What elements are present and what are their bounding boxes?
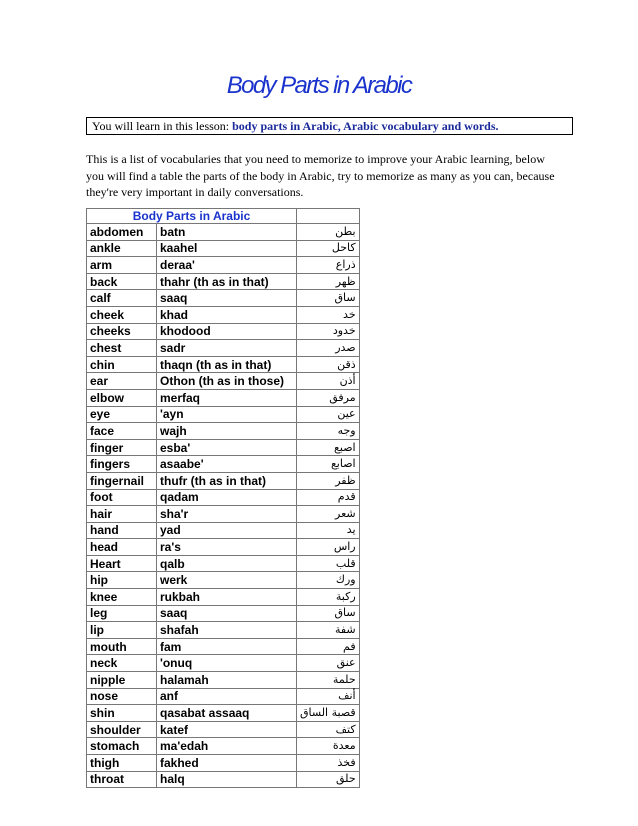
lesson-intro-box: [86, 117, 573, 135]
lesson-intro-label: You will learn in this lesson:: [92, 119, 233, 133]
english-word: nipple: [87, 672, 157, 689]
transliteration: ra's: [157, 539, 297, 556]
arabic-word: اصابع: [297, 456, 360, 473]
transliteration: Othon (th as in those): [157, 373, 297, 390]
arabic-word: أنف: [297, 688, 360, 705]
english-word: elbow: [87, 389, 157, 406]
transliteration: khodood: [157, 323, 297, 340]
arabic-word: ركبة: [297, 589, 360, 606]
vocabulary-body: [87, 224, 360, 788]
table-row: [87, 224, 360, 241]
transliteration: thaqn (th as in that): [157, 356, 297, 373]
vocabulary-table: [86, 208, 360, 788]
table-row: [87, 306, 360, 323]
arabic-word: بطن: [297, 224, 360, 241]
english-word: arm: [87, 257, 157, 274]
transliteration: halamah: [157, 672, 297, 689]
table-row: [87, 638, 360, 655]
english-word: face: [87, 423, 157, 440]
arabic-word: عنق: [297, 655, 360, 672]
table-row: [87, 389, 360, 406]
transliteration: qadam: [157, 489, 297, 506]
arabic-word: فم: [297, 638, 360, 655]
table-row: [87, 688, 360, 705]
transliteration: fam: [157, 638, 297, 655]
table-row: [87, 240, 360, 257]
english-word: stomach: [87, 738, 157, 755]
arabic-word: معدة: [297, 738, 360, 755]
transliteration: halq: [157, 771, 297, 788]
arabic-word: حلمة: [297, 672, 360, 689]
table-row: [87, 755, 360, 772]
table-row: [87, 655, 360, 672]
transliteration: saaq: [157, 290, 297, 307]
table-row: [87, 705, 360, 722]
table-row: [87, 273, 360, 290]
intro-paragraph: This is a list of vocabularies that you need to memorize to improve your Arabic learning, below you will find a table the parts of the body in Arabic, try to memorize as many as you can, because they're very important in daily conversations.: [86, 152, 555, 199]
arabic-word: أذن: [297, 373, 360, 390]
english-word: ear: [87, 373, 157, 390]
table-row: [87, 738, 360, 755]
transliteration: ma'edah: [157, 738, 297, 755]
english-word: hip: [87, 572, 157, 589]
transliteration: rukbah: [157, 589, 297, 606]
english-word: chest: [87, 340, 157, 357]
arabic-word: قدم: [297, 489, 360, 506]
transliteration: merfaq: [157, 389, 297, 406]
english-word: knee: [87, 589, 157, 606]
table-row: [87, 489, 360, 506]
english-word: ankle: [87, 240, 157, 257]
arabic-word: ورك: [297, 572, 360, 589]
arabic-word: قلب: [297, 555, 360, 572]
transliteration: saaq: [157, 605, 297, 622]
table-row: [87, 721, 360, 738]
arabic-word: قصبة الساق: [297, 705, 360, 722]
arabic-word: حلق: [297, 771, 360, 788]
table-row: [87, 506, 360, 523]
english-word: neck: [87, 655, 157, 672]
transliteration: 'ayn: [157, 406, 297, 423]
arabic-word: ساق: [297, 605, 360, 622]
transliteration: werk: [157, 572, 297, 589]
table-header-blank: [297, 209, 360, 224]
arabic-word: كتف: [297, 721, 360, 738]
english-word: foot: [87, 489, 157, 506]
arabic-word: راس: [297, 539, 360, 556]
table-row: [87, 589, 360, 606]
arabic-word: عين: [297, 406, 360, 423]
table-row: [87, 539, 360, 556]
lesson-intro-topic: body parts in Arabic, Arabic vocabulary and words.: [232, 119, 499, 133]
transliteration: sadr: [157, 340, 297, 357]
arabic-word: مرفق: [297, 389, 360, 406]
english-word: shoulder: [87, 721, 157, 738]
transliteration: deraa': [157, 257, 297, 274]
table-row: [87, 373, 360, 390]
transliteration: khad: [157, 306, 297, 323]
table-row: [87, 456, 360, 473]
arabic-word: ظفر: [297, 472, 360, 489]
english-word: abdomen: [87, 224, 157, 241]
table-row: [87, 622, 360, 639]
english-word: eye: [87, 406, 157, 423]
table-row: [87, 555, 360, 572]
arabic-word: اصبع: [297, 439, 360, 456]
table-row: [87, 672, 360, 689]
table-row: [87, 406, 360, 423]
english-word: head: [87, 539, 157, 556]
arabic-word: ذقن: [297, 356, 360, 373]
arabic-word: شعر: [297, 506, 360, 523]
arabic-word: ظهر: [297, 273, 360, 290]
english-word: fingernail: [87, 472, 157, 489]
arabic-word: ساق: [297, 290, 360, 307]
transliteration: kaahel: [157, 240, 297, 257]
table-row: [87, 572, 360, 589]
transliteration: batn: [157, 224, 297, 241]
english-word: calf: [87, 290, 157, 307]
transliteration: yad: [157, 522, 297, 539]
table-row: [87, 356, 360, 373]
arabic-word: خدود: [297, 323, 360, 340]
transliteration: 'onuq: [157, 655, 297, 672]
table-row: [87, 439, 360, 456]
arabic-word: يد: [297, 522, 360, 539]
transliteration: sha'r: [157, 506, 297, 523]
english-word: Heart: [87, 555, 157, 572]
table-row: [87, 340, 360, 357]
arabic-word: ذراع: [297, 257, 360, 274]
english-word: throat: [87, 771, 157, 788]
transliteration: thufr (th as in that): [157, 472, 297, 489]
transliteration: qasabat assaaq: [157, 705, 297, 722]
arabic-word: صدر: [297, 340, 360, 357]
table-row: [87, 423, 360, 440]
arabic-word: فخذ: [297, 755, 360, 772]
transliteration: shafah: [157, 622, 297, 639]
english-word: mouth: [87, 638, 157, 655]
page-title: Body Parts in Arabic: [226, 72, 412, 99]
transliteration: esba': [157, 439, 297, 456]
english-word: shin: [87, 705, 157, 722]
english-word: chin: [87, 356, 157, 373]
transliteration: asaabe': [157, 456, 297, 473]
table-header-row: [87, 209, 360, 224]
english-word: lip: [87, 622, 157, 639]
english-word: hair: [87, 506, 157, 523]
table-header: Body Parts in Arabic: [87, 209, 297, 224]
transliteration: fakhed: [157, 755, 297, 772]
transliteration: katef: [157, 721, 297, 738]
english-word: cheek: [87, 306, 157, 323]
arabic-word: شفة: [297, 622, 360, 639]
table-row: [87, 771, 360, 788]
table-row: [87, 290, 360, 307]
arabic-word: خد: [297, 306, 360, 323]
transliteration: wajh: [157, 423, 297, 440]
arabic-word: كاحل: [297, 240, 360, 257]
table-row: [87, 472, 360, 489]
table-row: [87, 257, 360, 274]
english-word: nose: [87, 688, 157, 705]
transliteration: qalb: [157, 555, 297, 572]
english-word: finger: [87, 439, 157, 456]
table-row: [87, 522, 360, 539]
table-row: [87, 323, 360, 340]
arabic-word: وجه: [297, 423, 360, 440]
transliteration: anf: [157, 688, 297, 705]
english-word: cheeks: [87, 323, 157, 340]
english-word: leg: [87, 605, 157, 622]
english-word: fingers: [87, 456, 157, 473]
table-row: [87, 605, 360, 622]
transliteration: thahr (th as in that): [157, 273, 297, 290]
english-word: thigh: [87, 755, 157, 772]
english-word: back: [87, 273, 157, 290]
english-word: hand: [87, 522, 157, 539]
